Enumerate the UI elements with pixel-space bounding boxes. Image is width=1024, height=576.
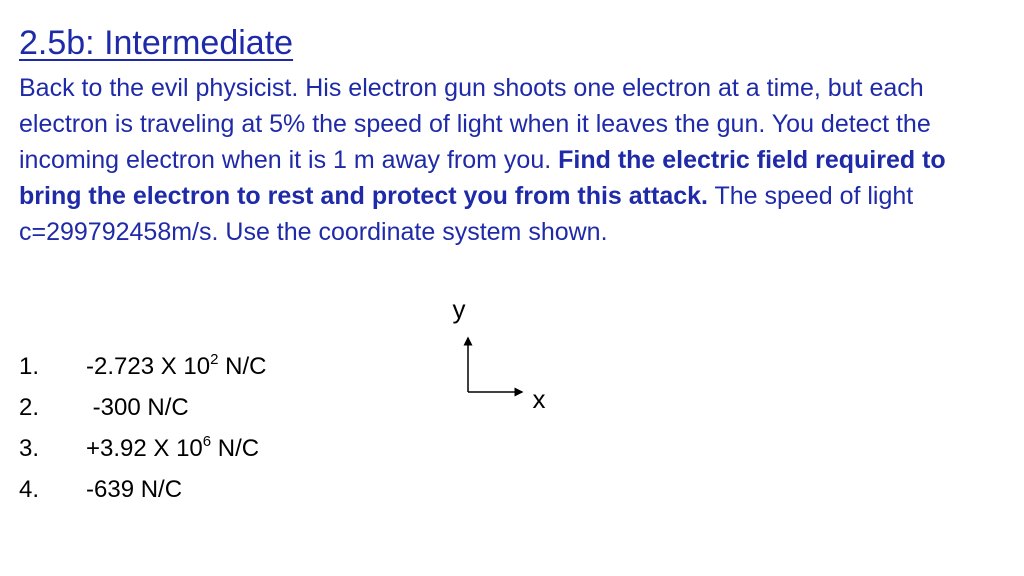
choice-number: 2. xyxy=(19,394,40,421)
problem-text-note: The speed of light c=299792458m/s. Use the coordinate system shown. xyxy=(19,182,914,246)
problem-statement xyxy=(19,70,1004,250)
answer-choice-4 xyxy=(19,469,266,510)
choice-value: +3.92 X 10 xyxy=(86,435,203,462)
choice-unit: N/C xyxy=(218,353,267,380)
choice-exponent: 2 xyxy=(210,351,219,368)
choice-value: -2.723 X 10 xyxy=(86,353,211,380)
answer-choice-1 xyxy=(19,346,266,387)
choice-text xyxy=(86,394,189,421)
choice-exponent: 6 xyxy=(202,433,212,450)
choice-value: -300 N/C xyxy=(86,394,189,421)
choice-number: 1. xyxy=(19,353,40,380)
coordinate-axes-diagram xyxy=(440,294,570,424)
problem-text-intro: Back to the evil physicist. His electron gun shoots one electron at a time, but each electron is traveling at 5% the speed of light when it leaves the gun. You detect the incoming electron when it is 1 m away from you. xyxy=(19,74,931,174)
choice-unit: N/C xyxy=(211,435,260,462)
choice-text xyxy=(86,476,182,503)
y-axis-label: y xyxy=(452,294,466,324)
answer-choices xyxy=(19,346,266,510)
problem-text-question: Find the electric field required to bring the electron to rest and protect you from this attack. xyxy=(19,146,946,210)
choice-text xyxy=(86,435,259,462)
choice-number: 3. xyxy=(19,435,40,462)
x-axis-label: x xyxy=(532,384,546,414)
slide-title: 2.5b: Intermediate xyxy=(19,24,294,62)
answer-choice-3 xyxy=(19,428,266,469)
answer-choice-2 xyxy=(19,387,266,428)
choice-text xyxy=(86,353,266,380)
choice-number: 4. xyxy=(19,476,40,503)
choice-value: -639 N/C xyxy=(86,476,183,503)
